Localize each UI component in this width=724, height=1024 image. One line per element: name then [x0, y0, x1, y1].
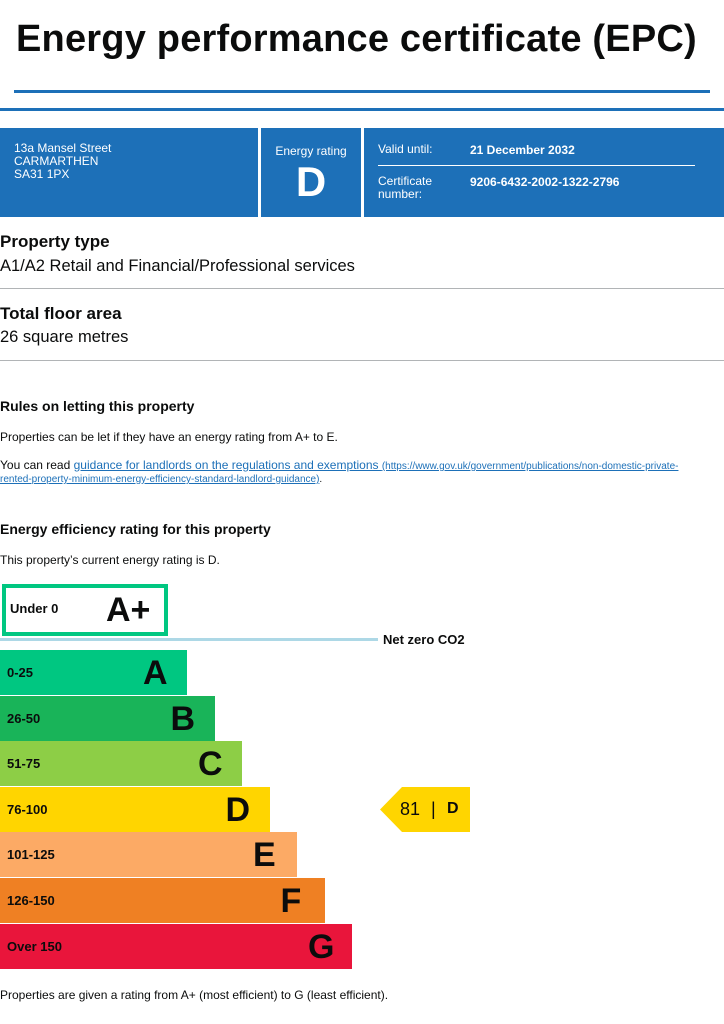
- valid-until-label: Valid until:: [378, 142, 433, 156]
- band-range-label: 0-25: [7, 665, 34, 680]
- letting-guidance-cont: [0, 471, 322, 485]
- current-rating-letter: D: [447, 800, 459, 817]
- address-line-1: 13a Mansel Street: [14, 141, 112, 155]
- guidance-suffix: .: [319, 474, 323, 485]
- guidance-link-text: guidance for landlords on the regulations and exemptions: [73, 458, 379, 472]
- net-zero-line: [0, 638, 378, 641]
- band-divider-2: [361, 128, 364, 217]
- property-type-heading: Property type: [0, 232, 110, 251]
- band-letter: A+: [106, 591, 151, 629]
- guidance-prefix: You can read: [0, 458, 74, 472]
- band-letter: E: [253, 836, 276, 875]
- rating-band-aplus: [2, 584, 168, 636]
- band-range-label: Over 150: [7, 938, 62, 954]
- guidance-link-url-2[interactable]: rented-property-minimum-energy-efficiency-standard-landlord-guidance): [0, 474, 320, 485]
- band-letter: D: [225, 790, 251, 829]
- score-separator: |: [431, 799, 436, 819]
- address-line-3: SA31 1PX: [14, 167, 70, 181]
- valid-until-value: 21 December 2032: [470, 143, 575, 157]
- energy-rating-cell: [261, 128, 361, 217]
- guidance-link[interactable]: [74, 458, 679, 472]
- meta-separator: [378, 165, 695, 166]
- efficiency-heading: Energy efficiency rating for this property: [0, 521, 271, 537]
- energy-rating-letter: D: [295, 158, 327, 205]
- current-rating-pointer: [380, 787, 470, 832]
- divider: [0, 360, 724, 361]
- letting-guidance: [0, 458, 678, 472]
- property-type-value: A1/A2 Retail and Financial/Professional services: [0, 257, 355, 275]
- rating-band-c: [0, 741, 242, 786]
- band-range-label: 101-125: [7, 847, 55, 863]
- rating-band-d: [0, 787, 270, 832]
- net-zero-label: Net zero CO2: [383, 632, 465, 647]
- band-range-label: 51-75: [7, 756, 41, 772]
- band-range-label: 26-50: [7, 710, 41, 726]
- section-divider: [0, 108, 724, 111]
- energy-rating-label: Energy rating: [275, 144, 347, 158]
- certificate-number-label-line-1: Certificate: [378, 174, 433, 188]
- current-score: 81: [400, 799, 421, 819]
- floor-area-value: 26 square metres: [0, 328, 129, 346]
- band-letter: F: [280, 882, 302, 920]
- band-range-label: Under 0: [10, 601, 59, 616]
- certificate-number-label: [378, 175, 432, 201]
- floor-area-heading: Total floor area: [0, 304, 122, 323]
- band-letter: C: [198, 745, 223, 784]
- address-line-2: CARMARTHEN: [14, 154, 99, 168]
- band-letter: G: [308, 927, 335, 966]
- rating-band-b: [0, 696, 215, 741]
- letting-heading: Rules on letting this property: [0, 398, 195, 414]
- rating-band-a: [0, 650, 187, 695]
- divider: [0, 288, 724, 289]
- band-range-label: 76-100: [7, 801, 48, 817]
- rating-band-e: [0, 832, 297, 877]
- band-letter: A: [143, 654, 168, 692]
- property-address: [14, 142, 111, 181]
- rating-band-g: [0, 924, 352, 969]
- page-title: Energy performance certificate (EPC): [16, 18, 697, 60]
- letting-text: Properties can be let if they have an energy rating from A+ to E.: [0, 430, 338, 444]
- certificate-number-value: 9206-6432-2002-1322-2796: [470, 175, 620, 189]
- band-letter: B: [170, 699, 196, 738]
- efficiency-text: This property’s current energy rating is D.: [0, 553, 220, 567]
- rating-band-f: [0, 878, 325, 923]
- certificate-number-label-line-2: number:: [378, 187, 423, 201]
- band-range-label: 126-150: [7, 893, 55, 908]
- guidance-link-url-1: (https://www.gov.uk/government/publications/non-domestic-private-: [381, 461, 679, 472]
- certificate-summary-band: [0, 128, 724, 217]
- rating-footnote: Properties are given a rating from A+ (most efficient) to G (least efficient).: [0, 988, 389, 1002]
- title-underline: [14, 90, 710, 93]
